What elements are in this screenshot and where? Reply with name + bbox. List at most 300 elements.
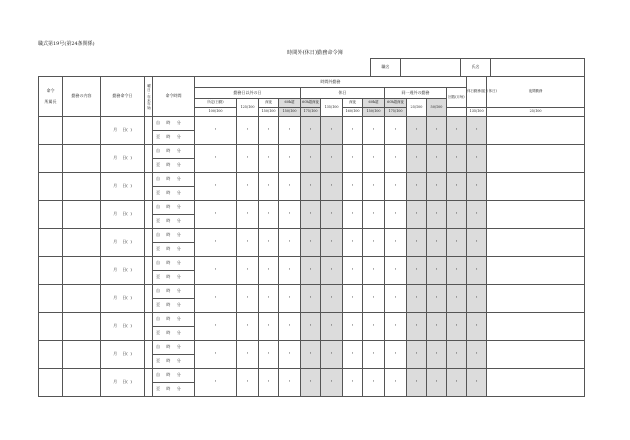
time-cell[interactable] (153, 229, 195, 243)
holiday-over60-rate-header: 150/100 (363, 108, 385, 117)
order-cell[interactable] (39, 313, 63, 341)
order-date-cell[interactable] (101, 285, 145, 313)
value-cell[interactable]: ・ (467, 313, 487, 341)
hour-label: 時 (166, 204, 171, 210)
time-prefix: 自 (156, 288, 160, 294)
time-cell[interactable] (153, 341, 195, 355)
day-type-cell[interactable] (145, 313, 153, 341)
same-week-25-header: 25/100 (407, 99, 427, 117)
hour-label: 時 (166, 120, 171, 126)
value-cell[interactable]: ・ (237, 285, 259, 313)
table-row (39, 369, 585, 383)
value-cell[interactable]: ・ (363, 285, 385, 313)
value-cell[interactable]: ・ (407, 201, 427, 229)
value-cell[interactable]: ・ (321, 369, 343, 397)
hour-label: 時 (166, 358, 171, 364)
value-cell[interactable]: ・ (407, 341, 427, 369)
order-cell[interactable] (39, 369, 63, 397)
value-cell[interactable]: ・ (447, 173, 467, 201)
time-prefix: 自 (156, 316, 160, 322)
overtime-group-header: 時間外勤務 (195, 77, 467, 88)
value-cell[interactable]: ・ (447, 117, 467, 145)
value-cell[interactable]: ・ (407, 145, 427, 173)
value-cell[interactable]: ・ (259, 341, 279, 369)
value-cell[interactable]: ・ (195, 145, 237, 173)
value-cell[interactable]: ・ (259, 117, 279, 145)
paren-close: ) (130, 323, 132, 329)
value-cell[interactable]: ・ (363, 201, 385, 229)
time-cell[interactable] (153, 159, 195, 173)
value-cell[interactable]: ・ (321, 117, 343, 145)
table-row (39, 257, 585, 271)
value-cell[interactable]: ・ (343, 341, 363, 369)
time-cell[interactable] (153, 187, 195, 201)
day-type-cell[interactable] (145, 369, 153, 397)
remarks-cell[interactable] (487, 229, 585, 257)
value-cell[interactable]: ・ (427, 229, 447, 257)
value-cell[interactable]: ・ (195, 341, 237, 369)
value-cell[interactable]: ・ (467, 201, 487, 229)
holiday-over60-night-rate-header: 175/100 (385, 108, 407, 117)
value-cell[interactable]: ・ (363, 257, 385, 285)
value-cell[interactable]: ・ (279, 313, 301, 341)
day-label: 日( (122, 267, 128, 273)
month-label: 月 (113, 351, 118, 357)
value-cell[interactable]: ・ (259, 257, 279, 285)
value-cell[interactable]: ・ (447, 145, 467, 173)
remarks-cell[interactable] (487, 285, 585, 313)
time-prefix: 自 (156, 372, 160, 378)
value-cell[interactable]: ・ (259, 369, 279, 397)
value-cell[interactable]: ・ (301, 117, 321, 145)
hour-label: 時 (166, 316, 171, 322)
value-cell[interactable]: ・ (363, 117, 385, 145)
order-cell[interactable] (39, 341, 63, 369)
value-cell[interactable]: ・ (321, 285, 343, 313)
value-cell[interactable]: ・ (385, 313, 407, 341)
minute-label: 分 (176, 190, 181, 196)
value-cell[interactable]: ・ (195, 117, 237, 145)
value-cell[interactable]: ・ (301, 285, 321, 313)
work-content-header: 勤務の内容 (63, 77, 101, 117)
value-cell[interactable]: ・ (385, 285, 407, 313)
time-prefix: 至 (156, 134, 160, 140)
value-cell[interactable]: ・ (301, 173, 321, 201)
value-cell[interactable]: ・ (363, 229, 385, 257)
value-cell[interactable]: ・ (321, 201, 343, 229)
section-chief-label: 所属長 (44, 98, 57, 104)
order-date-cell[interactable] (101, 145, 145, 173)
value-cell[interactable]: ・ (427, 117, 447, 145)
time-prefix: 自 (156, 260, 160, 266)
value-cell[interactable]: ・ (259, 201, 279, 229)
value-cell[interactable]: ・ (195, 229, 237, 257)
minute-label: 分 (176, 120, 181, 126)
value-cell[interactable]: ・ (427, 173, 447, 201)
order-cell[interactable] (39, 257, 63, 285)
month-label: 月 (113, 379, 118, 385)
day-type-cell[interactable] (145, 257, 153, 285)
day-label: 日( (122, 211, 128, 217)
value-cell[interactable]: ・ (363, 145, 385, 173)
value-cell[interactable]: ・ (321, 145, 343, 173)
value-cell[interactable]: ・ (407, 285, 427, 313)
value-cell[interactable]: ・ (259, 145, 279, 173)
order-date-cell[interactable] (101, 201, 145, 229)
work-content-cell[interactable] (63, 229, 101, 257)
hour-label: 時 (166, 134, 171, 140)
time-prefix: 至 (156, 302, 160, 308)
month-label: 月 (113, 239, 118, 245)
value-cell[interactable]: ・ (363, 313, 385, 341)
time-prefix: 自 (156, 204, 160, 210)
hour-label: 時 (166, 288, 171, 294)
day-type-cell[interactable] (145, 173, 153, 201)
work-content-cell[interactable] (63, 145, 101, 173)
value-cell[interactable]: ・ (279, 117, 301, 145)
value-cell[interactable]: ・ (301, 229, 321, 257)
over60-night-rate-header: 175/100 (301, 108, 321, 117)
value-cell[interactable]: ・ (237, 229, 259, 257)
time-cell[interactable] (153, 215, 195, 229)
value-cell[interactable]: ・ (301, 201, 321, 229)
value-cell[interactable]: ・ (467, 285, 487, 313)
value-cell[interactable]: ・ (467, 257, 487, 285)
time-prefix: 至 (156, 218, 160, 224)
value-cell[interactable]: ・ (237, 201, 259, 229)
value-cell[interactable]: ・ (343, 369, 363, 397)
value-cell[interactable]: ・ (447, 285, 467, 313)
value-cell[interactable]: ・ (467, 341, 487, 369)
value-cell[interactable]: ・ (343, 257, 363, 285)
time-prefix: 至 (156, 190, 160, 196)
value-cell[interactable]: ・ (301, 341, 321, 369)
minute-label: 分 (176, 134, 181, 140)
name-value[interactable] (491, 59, 585, 77)
day-type-cell[interactable] (145, 285, 153, 313)
value-cell[interactable]: ・ (195, 285, 237, 313)
count-blank-header (447, 108, 467, 117)
value-cell[interactable]: ・ (385, 369, 407, 397)
order-date-cell[interactable] (101, 313, 145, 341)
value-cell[interactable]: ・ (279, 341, 301, 369)
holiday-header: 休日 (301, 88, 385, 99)
value-cell[interactable]: ・ (385, 257, 407, 285)
order-date-cell[interactable] (101, 341, 145, 369)
day-label: 日( (122, 183, 128, 189)
value-cell[interactable]: ・ (195, 369, 237, 397)
value-cell[interactable]: ・ (321, 341, 343, 369)
holiday-work-header: 休日勤務(振り休日) (467, 77, 487, 108)
value-cell[interactable]: ・ (385, 201, 407, 229)
day-label: 日( (122, 379, 128, 385)
value-cell[interactable]: ・ (301, 145, 321, 173)
month-label: 月 (113, 155, 118, 161)
day-type-cell[interactable] (145, 145, 153, 173)
paren-close: ) (130, 267, 132, 273)
hour-label: 時 (166, 218, 171, 224)
time-prefix: 至 (156, 162, 160, 168)
rate-135-header: 135/100 (321, 99, 343, 117)
order-date-cell[interactable] (101, 173, 145, 201)
table-row (39, 201, 585, 215)
hour-label: 時 (166, 162, 171, 168)
remarks-cell[interactable] (487, 173, 585, 201)
hour-label: 時 (166, 344, 171, 350)
value-cell[interactable]: ・ (467, 173, 487, 201)
minute-label: 分 (176, 386, 181, 392)
time-prefix: 至 (156, 386, 160, 392)
value-cell[interactable]: ・ (259, 229, 279, 257)
value-cell[interactable]: ・ (427, 341, 447, 369)
value-cell[interactable]: ・ (279, 369, 301, 397)
value-cell[interactable]: ・ (385, 173, 407, 201)
value-cell[interactable]: ・ (447, 229, 467, 257)
value-cell[interactable]: ・ (363, 369, 385, 397)
value-cell[interactable]: ・ (301, 313, 321, 341)
time-cell[interactable] (153, 383, 195, 397)
non-holiday-header: 勤務日以外の日 (195, 88, 301, 99)
work-content-cell[interactable] (63, 369, 101, 397)
time-cell[interactable] (153, 145, 195, 159)
value-cell[interactable]: ・ (407, 173, 427, 201)
table-row (39, 117, 585, 131)
value-cell[interactable]: ・ (427, 201, 447, 229)
order-cell[interactable] (39, 145, 63, 173)
hour-label: 時 (166, 148, 171, 154)
day-type-cell[interactable] (145, 229, 153, 257)
minute-label: 分 (176, 372, 181, 378)
day-type-cell[interactable] (145, 117, 153, 145)
value-cell[interactable]: ・ (407, 313, 427, 341)
table-row (39, 341, 585, 355)
day-label: 日( (122, 127, 128, 133)
value-cell[interactable]: ・ (343, 313, 363, 341)
time-cell[interactable] (153, 369, 195, 383)
hour-label: 時 (166, 232, 171, 238)
value-cell[interactable]: ・ (343, 145, 363, 173)
order-cell[interactable] (39, 173, 63, 201)
value-cell[interactable]: ・ (237, 257, 259, 285)
value-cell[interactable]: ・ (427, 313, 447, 341)
night-work-header: 夜間勤務 (487, 77, 585, 108)
same-week-header: 同一週外の勤務 (385, 88, 447, 99)
value-cell[interactable]: ・ (321, 257, 343, 285)
value-cell[interactable]: ・ (195, 257, 237, 285)
remarks-cell[interactable] (487, 201, 585, 229)
time-cell[interactable] (153, 243, 195, 257)
value-cell[interactable]: ・ (407, 369, 427, 397)
time-cell[interactable] (153, 271, 195, 285)
time-cell[interactable] (153, 327, 195, 341)
value-cell[interactable]: ・ (259, 313, 279, 341)
overtime-grid (38, 76, 585, 397)
time-cell[interactable] (153, 285, 195, 299)
value-cell[interactable]: ・ (385, 117, 407, 145)
holiday-over60-night-header: 60h超深夜 (385, 99, 407, 108)
order-date-cell[interactable] (101, 117, 145, 145)
minute-label: 分 (176, 302, 181, 308)
count-header: 回数(月毎) (447, 88, 467, 108)
minute-label: 分 (176, 218, 181, 224)
order-cell[interactable] (39, 201, 63, 229)
paren-close: ) (130, 183, 132, 189)
value-cell[interactable]: ・ (195, 313, 237, 341)
order-label: 命令 (46, 88, 55, 94)
time-prefix: 自 (156, 120, 160, 126)
value-cell[interactable]: ・ (427, 257, 447, 285)
value-cell[interactable]: ・ (279, 229, 301, 257)
minute-label: 分 (176, 288, 181, 294)
minute-label: 分 (176, 344, 181, 350)
minute-label: 分 (176, 274, 181, 280)
value-cell[interactable]: ・ (427, 369, 447, 397)
value-cell[interactable]: ・ (237, 173, 259, 201)
value-cell[interactable]: ・ (467, 369, 487, 397)
value-cell[interactable]: ・ (343, 201, 363, 229)
value-cell[interactable]: ・ (363, 173, 385, 201)
table-row (39, 229, 585, 243)
time-cell[interactable] (153, 131, 195, 145)
hour-label: 時 (166, 330, 171, 336)
value-cell[interactable]: ・ (237, 117, 259, 145)
order-cell[interactable] (39, 117, 63, 145)
value-cell[interactable]: ・ (195, 201, 237, 229)
month-label: 月 (113, 295, 118, 301)
value-cell[interactable]: ・ (321, 313, 343, 341)
month-label: 月 (113, 183, 118, 189)
day-label: 日( (122, 155, 128, 161)
remarks-cell[interactable] (487, 369, 585, 397)
time-prefix: 自 (156, 176, 160, 182)
value-cell[interactable]: ・ (259, 173, 279, 201)
value-cell[interactable]: ・ (385, 229, 407, 257)
department-value[interactable] (401, 59, 461, 77)
value-cell[interactable]: ・ (385, 341, 407, 369)
value-cell[interactable]: ・ (363, 341, 385, 369)
value-cell[interactable]: ・ (447, 369, 467, 397)
value-cell[interactable]: ・ (407, 257, 427, 285)
time-cell[interactable] (153, 117, 195, 131)
time-cell[interactable] (153, 257, 195, 271)
paren-close: ) (130, 211, 132, 217)
order-date-cell[interactable] (101, 369, 145, 397)
order-cell[interactable] (39, 285, 63, 313)
remarks-cell[interactable] (487, 257, 585, 285)
value-cell[interactable]: ・ (321, 229, 343, 257)
value-cell[interactable]: ・ (237, 145, 259, 173)
order-date-cell[interactable] (101, 229, 145, 257)
value-cell[interactable]: ・ (447, 257, 467, 285)
value-cell[interactable]: ・ (343, 173, 363, 201)
value-cell[interactable]: ・ (467, 145, 487, 173)
value-cell[interactable]: ・ (279, 285, 301, 313)
value-cell[interactable]: ・ (467, 229, 487, 257)
value-cell[interactable]: ・ (427, 285, 447, 313)
holiday-work-rate-header: 135/100 (467, 108, 487, 117)
day-type-cell[interactable] (145, 201, 153, 229)
remarks-cell[interactable] (487, 313, 585, 341)
order-cell[interactable] (39, 229, 63, 257)
value-cell[interactable]: ・ (301, 257, 321, 285)
time-cell[interactable] (153, 201, 195, 215)
value-cell[interactable]: ・ (343, 229, 363, 257)
value-cell[interactable]: ・ (301, 369, 321, 397)
value-cell[interactable]: ・ (447, 201, 467, 229)
value-cell[interactable]: ・ (321, 173, 343, 201)
name-box (370, 58, 585, 77)
time-prefix: 至 (156, 274, 160, 280)
over60-header: 60h超 (279, 99, 301, 108)
time-prefix: 至 (156, 358, 160, 364)
value-cell[interactable]: ・ (259, 285, 279, 313)
value-cell[interactable]: ・ (237, 341, 259, 369)
minute-label: 分 (176, 176, 181, 182)
paren-close: ) (130, 379, 132, 385)
time-cell[interactable] (153, 299, 195, 313)
work-content-cell[interactable] (63, 313, 101, 341)
value-cell[interactable]: ・ (427, 145, 447, 173)
value-cell[interactable]: ・ (279, 173, 301, 201)
value-cell[interactable]: ・ (467, 117, 487, 145)
hour-label: 時 (166, 246, 171, 252)
department-label: 職名 (371, 59, 401, 77)
value-cell[interactable]: ・ (237, 313, 259, 341)
remarks-cell[interactable] (487, 145, 585, 173)
value-cell[interactable]: ・ (237, 369, 259, 397)
value-cell[interactable]: ・ (279, 257, 301, 285)
order-date-cell[interactable] (101, 257, 145, 285)
over60-rate-header: 150/100 (279, 108, 301, 117)
night-rate-header: 150/100 (259, 108, 279, 117)
work-content-cell[interactable] (63, 117, 101, 145)
work-content-cell[interactable] (63, 285, 101, 313)
time-prefix: 自 (156, 232, 160, 238)
minute-label: 分 (176, 260, 181, 266)
night-header: 深夜 (259, 99, 279, 108)
value-cell[interactable]: ・ (447, 341, 467, 369)
remarks-cell[interactable] (487, 341, 585, 369)
remarks-cell[interactable] (487, 117, 585, 145)
value-cell[interactable]: ・ (343, 285, 363, 313)
time-cell[interactable] (153, 173, 195, 187)
work-content-cell[interactable] (63, 257, 101, 285)
same-week-50-header: 50/100 (427, 99, 447, 117)
work-content-cell[interactable] (63, 173, 101, 201)
time-cell[interactable] (153, 313, 195, 327)
day-type-cell[interactable] (145, 341, 153, 369)
value-cell[interactable]: ・ (407, 229, 427, 257)
value-cell[interactable]: ・ (343, 117, 363, 145)
order-date-header: 勤務命令日 (101, 77, 145, 117)
value-cell[interactable]: ・ (279, 145, 301, 173)
value-cell[interactable]: ・ (279, 201, 301, 229)
value-cell[interactable]: ・ (407, 117, 427, 145)
time-prefix: 至 (156, 246, 160, 252)
month-label: 月 (113, 211, 118, 217)
value-cell[interactable]: ・ (447, 313, 467, 341)
work-content-cell[interactable] (63, 341, 101, 369)
value-cell[interactable]: ・ (195, 173, 237, 201)
time-cell[interactable] (153, 355, 195, 369)
minute-label: 分 (176, 232, 181, 238)
value-cell[interactable]: ・ (385, 145, 407, 173)
work-content-cell[interactable] (63, 201, 101, 229)
table-row (39, 173, 585, 187)
minute-label: 分 (176, 330, 181, 336)
document-title: 時間外(休日)勤務命令簿 (287, 50, 343, 56)
hour-label: 時 (166, 190, 171, 196)
